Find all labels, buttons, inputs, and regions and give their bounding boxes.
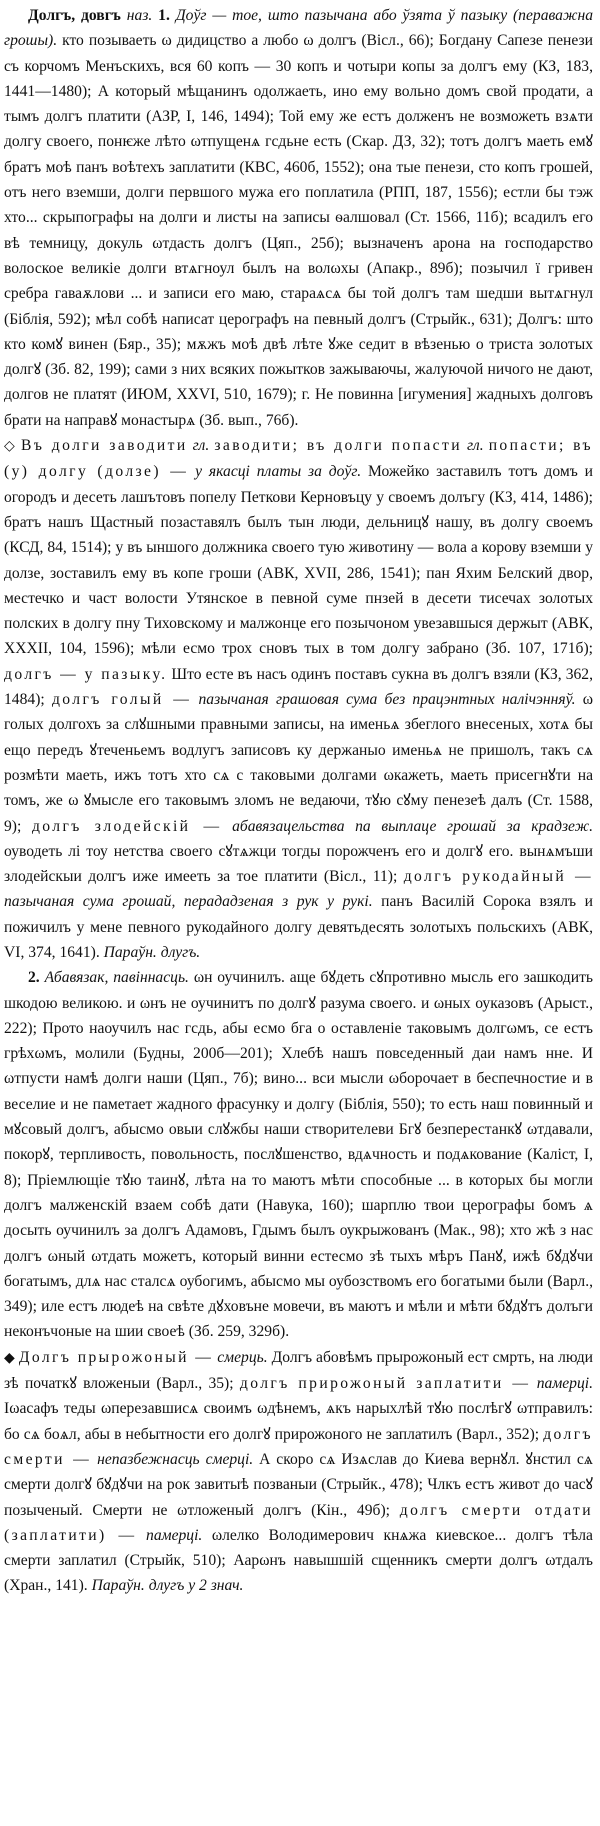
citations: Можейко заставилъ тотъ домъ и огородъ и десеть лашътовъ попелу Петкови Керновъцу у своемъ долъгу (КЗ, 414, 1486); братъ нашъ Щастный позаставялъ былъ тын люди, дельницꙋ нашу, въ долгу своемъ (КСД, 84, 1514); у въ ыншого должника своего тую животину — вола а корову вземши у долзе, зоставилъ ему въ копе гроши (АВК, XVII, 286, 1541); пан Яхим Белский двор, местечко и част волости Утянское в певной суме пнзей в десети тисечах золотых полских в долгу пну Тиховскому и малжонце его позычоном увезавшыся держыт (АВК, XXXII, 104, 1596); мѣли есмо трох сновъ тых в том долгу забрано (Зб. 107, 171б); [4, 463, 593, 658]
headword: Долгъ, довгъ [28, 7, 121, 24]
phrase-definition: смерць. [217, 1348, 268, 1366]
citations: Што есте въ насъ одинъ поставъ сукна въ долгъ взяли (КЗ, 362, 1484); [4, 665, 593, 709]
phrase-definition: абавязацельства па выплаце грошай за крадзеж. [232, 817, 593, 835]
citations: панъ Василій Сорока взялъ и пожичилъ у мене певного рукодайного долгу девятьдесять золотыхъ польскихъ (АВК, VI, 374, 1641). [4, 893, 593, 961]
grammar-label: наз. [126, 7, 153, 24]
phrase: долгъ голый — [51, 691, 192, 709]
cross-reference: Параўн. длугъ. [103, 943, 201, 961]
sense-number: 2. [28, 969, 40, 987]
cross-reference: Параўн. длугъ у 2 знач. [91, 1577, 244, 1595]
grammar-label: гл. [467, 437, 484, 455]
phrase-definition: памерці. [536, 1375, 594, 1393]
citations: А скоро сѧ Изѧслав до Киева вернꙋл. ꙋнстил сѧ смерти долгꙋ бꙋдꙋчи на рок завитыѣ позваныи (Стрыйк., 478); Члкъ естъ живот до часꙋ позыченый. Смерти не ωтложеный долгъ (Кін., 49б); [4, 1450, 593, 1519]
phrase: долгъ рукодайный — [403, 868, 593, 886]
idioms-block [4, 1345, 593, 1599]
phrase: долгъ злодейскій — [31, 817, 222, 835]
phrase: долгъ — у пазыку. [4, 665, 168, 683]
citations: Іωасафъ теды ωперезавшисѧ своимъ ωдѣнемъ, ѧкъ нарыхлѣй тꙋю послѣгꙋ ωтправилъ: бо сѧ боѧл, абы в небытности его долгꙋ прирожоного не заплатилъ (Варл., 352); [4, 1400, 593, 1443]
phrase: долгъ смерти отдати (заплатити) — [4, 1501, 593, 1544]
citations: ωн оучинилъ. аще бꙋдеть сꙋпротивно мысль его зашкодить шкодою великою. и ωнъ не оучинитъ по долгꙋ разума своего. и ωных оуказовъ (Арыст., 222); Прото наоучилъ нас гсдь, абы есмо бга о оставленіе таковымъ долгωмъ, се естъ грѣхωмъ, молили (Будны, 200б—201); Хлебѣ нашъ повседенный даи намъ нне. И ωтпусти намѣ долги наши (Цяп., 7б); вино... вси мысли ωборочает в беспечностие и в веселие и не паметает жадного фрасунку и долгу (Біблія, 550); то есть наш повинный и мꙋсовый долгъ, абысмо овыи слꙋжбы наши створителеви Бгꙋ безперестанкꙋ ωтдавали, покорꙋ, терпливость, повольность, послꙋшенство, вдѧчность и подѧкование (Каліст, I, 8); Пріемлющіе тꙋю таинꙋ, лѣта на то маютъ мѣти способные ... в которых бы могли долгъ малженскій взаем собѣ дати (Навука, 160); шарплю твои церографы бомъ ѧ досыть оучинилъ за долгъ Адамовъ, Гдымъ былъ оукрыжованъ (Мак., 98); хто жѣ з нас долгъ ωный ωтдать можетъ, который винни естесмо зѣ тыхъ мѣръ Панꙋ, ижѣ бꙋдꙋчи богатымъ, длѧ нас сталсѧ оубогимъ, абысмо мы оубозствомъ его богатыми были (Варл., 349); иле естъ людеѣ на свѣте дꙋховъне мовечи, въ маютъ и мѣли и мѣти бꙋдꙋтъ долъги неконъчоные на шии своеѣ (Зб. 259, 329б). [4, 969, 593, 1341]
sense-definition: Доўг — тое, што пазычана або ўзята ў пазыку (пераважна грошы). [4, 7, 593, 50]
diamond-icon: ◇ [4, 439, 16, 455]
grammar-label: гл. [192, 437, 210, 455]
citations: оуводеть лі тоу нетства своего сꙋтѧжци тогды порожченъ его и долгꙋ его. вынѧмъши злодейскыи долгъ иже имееть за тое платити (Вісл., 11); [4, 842, 593, 886]
phrase: долгъ прирожоный заплатити — [239, 1375, 531, 1393]
phrases-block [4, 433, 593, 965]
sense-definition: Абавязак, павіннасць. [44, 969, 189, 987]
phrase-definition: памерці. [146, 1526, 203, 1544]
phrase: Долгъ прырожоный — [18, 1348, 214, 1366]
entry-sense-2 [4, 965, 593, 1344]
phrase: заводити; въ долги попасти [214, 437, 462, 455]
phrase: Въ долги заводити [21, 437, 188, 455]
phrase-definition: пазычаная сума грошай, перададзеная з рук у рукі. [4, 893, 373, 911]
citations: ω голых долгохъ за слꙋшными правными записы, на именьѧ збеглого внесеных, хотѧ бы ещо передъ ꙋтеченьемъ водлугъ записовъ ку держаныо именьѧ не пришолъ, такъ сѧ розмѣти маеть, ижъ тотъ хто сѧ с таковыми долгами ωкажеть, маеть присегнꙋти на томъ, же ω ꙋмысле его таковымъ зломъ не ведаючи, тꙋю сꙋму пенезеѣ далъ (Ст. 1588, 9); [4, 691, 593, 835]
phrase-definition: у якасці платы за доўг. [195, 463, 362, 481]
citations: ωлелко Володимерович кнѧжа киевское... долгъ тѣла смерти заплатил (Стрыйк, 510); Аарωнъ навышшій сщенникъ смерти долгъ ωтдалъ (Хран., 141). [4, 1526, 593, 1595]
phrase-definition: пазычаная грашовая сума без працэнтных налічэнняў. [198, 691, 576, 709]
citations: Долгъ абовѣмъ прырожоный ест смрть, на люди зѣ початкꙋ вложеныи (Варл., 35); [4, 1348, 593, 1393]
filled-diamond-icon: ◆ [4, 1350, 15, 1366]
phrase-definition: непазбежнасць смерці. [97, 1450, 254, 1468]
phrase: попасти; въ (у) долгу (долзе) — [4, 437, 594, 481]
sense-number: 1. [158, 7, 170, 24]
citations: кто позываеть ω дидицство а любо ω долгъ (Вісл., 66); Богдану Сапезе пенези съ корчомъ Менъскихъ, вся 60 копъ — 30 копъ и чотыри копы за долгъ ему (КЗ, 183, 1441—1480); А который мѣщанинъ одолжаеть, ино ему вольно домъ свой продати, а тымъ долгъ платити (АЗР, I, 146, 1494); Той ему же естъ долженъ не возможеть взѧти долгу своего, понѥже лѣто ωтпущенѧ гсдьне есть (Скар. ДЗ, 32); тотъ долгъ маеть емꙋ братъ моѣ панъ воѣтехъ заплатити (КВС, 460б, 1552); она тые пенези, сто копъ грошей, отъ него вземши, долги первшого мужа его поплатила (РПП, 187, 1556); естли бы тэж хто... скрыпографы на долги и листы на записы ѳалшовал (Ст. 1566, 11б); всадилъ его вѣ темницу, докуль ωтдасть долгъ (Цяп., 25б); вызначенъ арона на господарство волоское великіе долги втѧгноул былъ на волωхы (Апакр., 89б); позычил ї гривен сребра гаваѫлови ... и записи его маю, стараѧсѧ бы той долгъ там шедши вытѧгнул (Біблія, 592); мѣл собѣ написат церографъ на певный долгъ (Стрыйк., 631); Долгъ: што кто комꙋ винен (Бяр., 35); мѫжъ моѣ двѣ лѣте ꙋже седит в вѣзенью о триста золотых долгꙋ (Зб. 82, 199); сами з них всяких пожытков зажываючы, жалуючой ничого не дают, долгов не платят (ИЮМ, XXVI, 510, 1679); г. Не повинна [игумения] жадныхъ долговъ брати на направꙋ монастырѧ (Зб. вып., 76б). [4, 32, 593, 429]
entry-sense-1 [4, 3, 593, 433]
phrase: долгъ смерти — [4, 1425, 593, 1468]
